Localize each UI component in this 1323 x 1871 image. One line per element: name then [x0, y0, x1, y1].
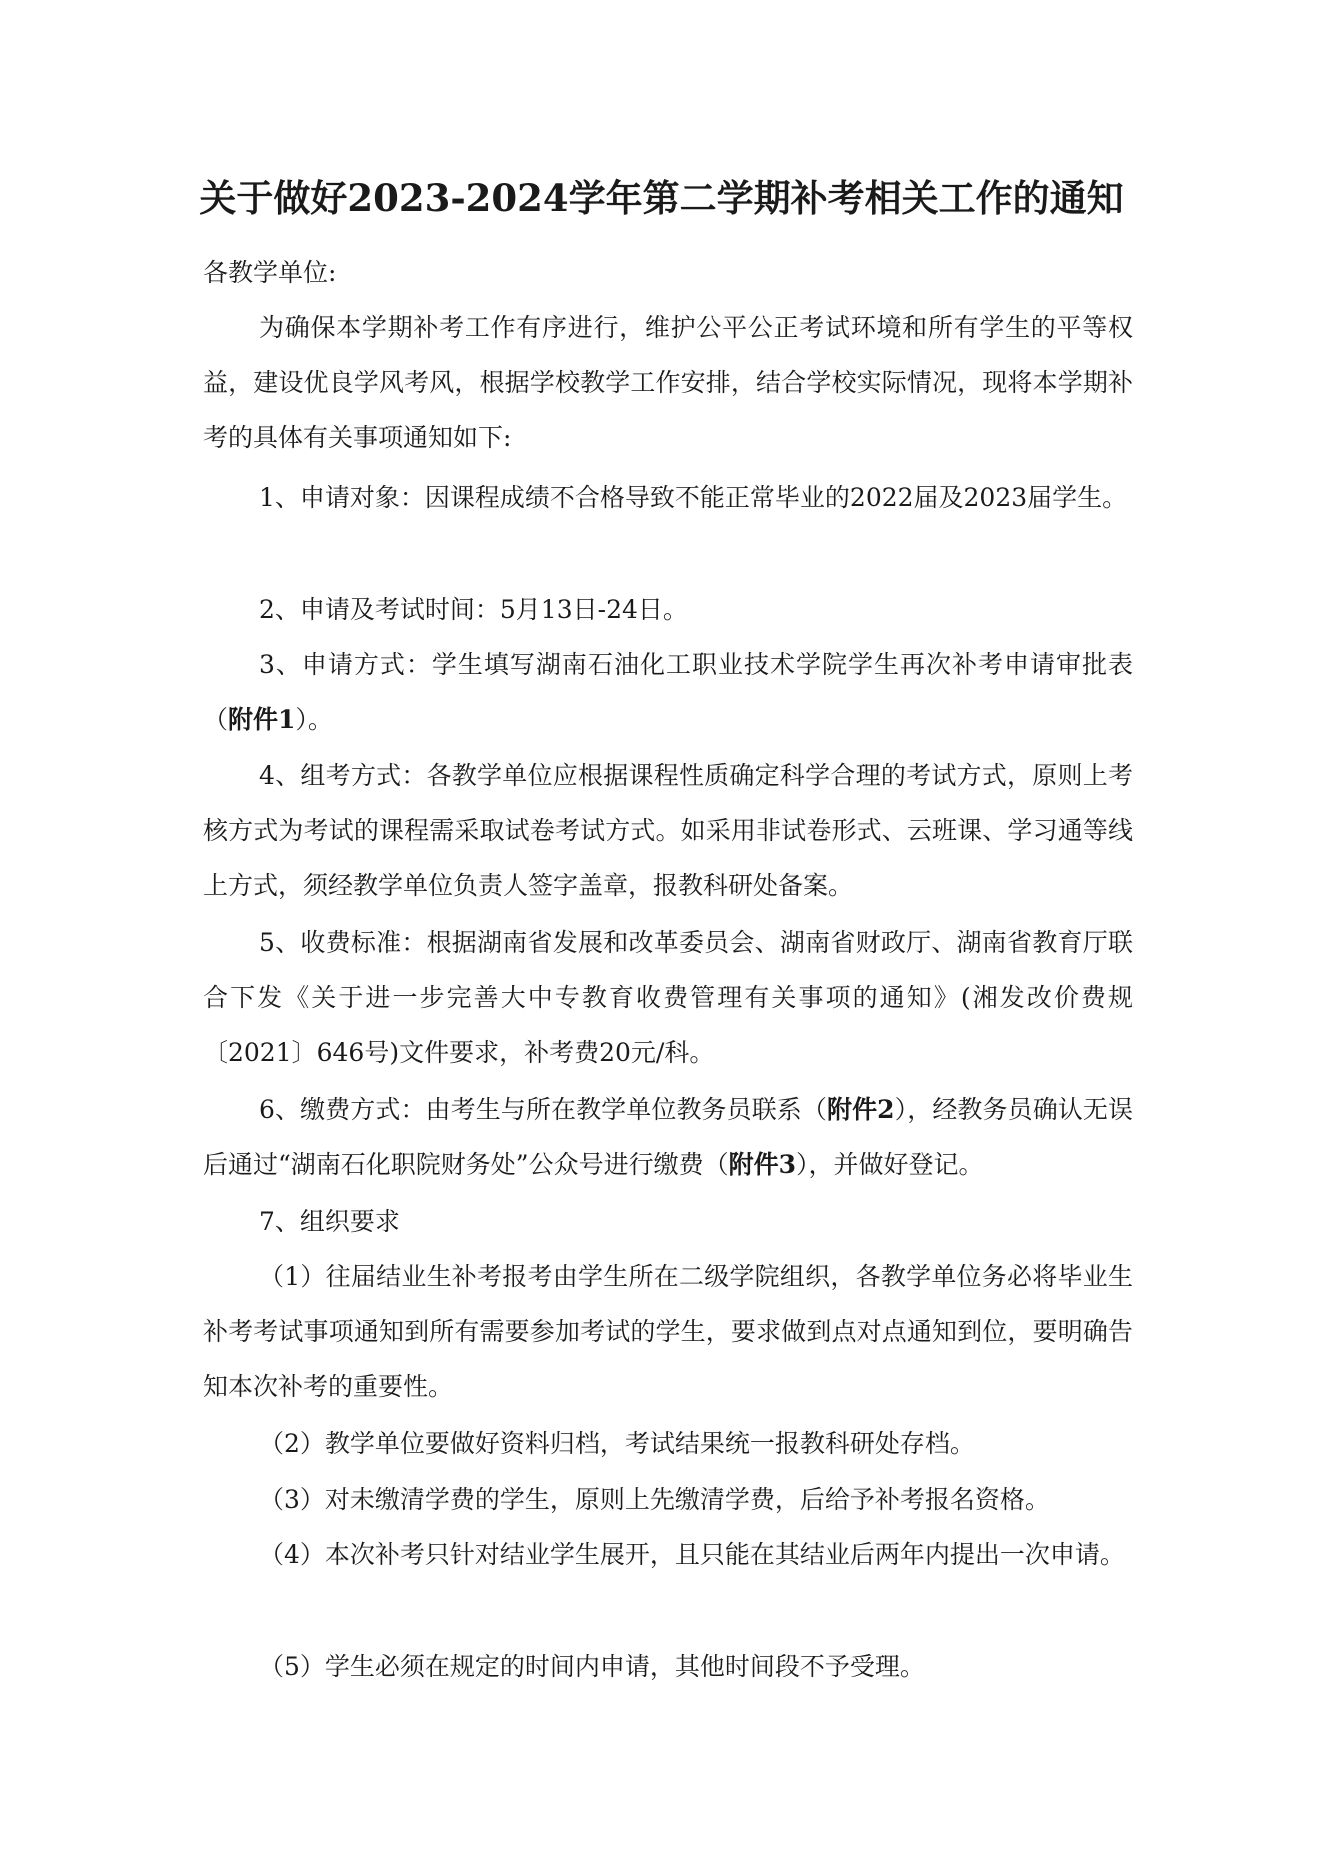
item-6-text-mid: ），经教务员确认无误后通过“湖南石化职院财务处”公众号进行缴费（: [203, 1095, 1133, 1179]
item-5-fees: 5、收费标准：根据湖南省发展和改革委员会、湖南省财政厅、湖南省教育厅联合下发《关于进一步完善大中专教育收费管理有关事项的通知》(湘发改价费规〔2021〕646号)文件要求，补考费20元/科。: [203, 928, 1133, 1067]
document-title: 关于做好2023-2024学年第二学期补考相关工作的通知: [199, 176, 1124, 220]
requirement-3: （3）对未缴清学费的学生，原则上先缴清学费，后给予补考报名资格。: [259, 1485, 1050, 1514]
item-4-exam-method: 4、组考方式：各教学单位应根据课程性质确定科学合理的考试方式，原则上考核方式为考试的课程需采取试卷考试方式。如采用非试卷形式、云班课、学习通等线上方式，须经教学单位负责人签字盖章，报教科研处备案。: [203, 761, 1133, 900]
requirement-4: （4）本次补考只针对结业学生展开，且只能在其结业后两年内提出一次申请。: [259, 1540, 1125, 1569]
attachment-3-ref: 附件3: [728, 1150, 796, 1179]
item-3-text-end: ）。: [295, 705, 333, 734]
item-6-payment: [203, 1082, 1133, 1192]
attachment-1-ref: 附件1: [228, 705, 296, 734]
attachment-2-ref: 附件2: [826, 1095, 895, 1124]
requirement-5: （5）学生必须在规定的时间内申请，其他时间段不予受理。: [259, 1652, 925, 1681]
item-3-text: 3、申请方式：学生填写湖南石油化工职业技术学院学生再次补考申请审批表（: [203, 650, 1133, 734]
item-6-text: 6、缴费方式：由考生与所在教学单位教务员联系（: [259, 1095, 827, 1124]
salutation: 各教学单位:: [203, 258, 337, 287]
item-1-applicants: 1、申请对象：因课程成绩不合格导致不能正常毕业的2022届及2023届学生。: [259, 483, 1128, 512]
item-6-text-end: ），并做好登记。: [795, 1150, 984, 1179]
item-7-requirements: 7、组织要求: [259, 1207, 400, 1236]
item-2-time: 2、申请及考试时间：5月13日-24日。: [259, 595, 688, 624]
item-3-method: [203, 637, 1133, 747]
intro-paragraph: 为确保本学期补考工作有序进行，维护公平公正考试环境和所有学生的平等权益，建设优良学风考风，根据学校教学工作安排，结合学校实际情况，现将本学期补考的具体有关事项通知如下:: [203, 313, 1133, 452]
requirement-1: （1）往届结业生补考报考由学生所在二级学院组织，各教学单位务必将毕业生补考考试事项通知到所有需要参加考试的学生，要求做到点对点通知到位，要明确告知本次补考的重要性。: [203, 1262, 1133, 1401]
requirement-2: （2）教学单位要做好资料归档，考试结果统一报教科研处存档。: [259, 1429, 975, 1458]
